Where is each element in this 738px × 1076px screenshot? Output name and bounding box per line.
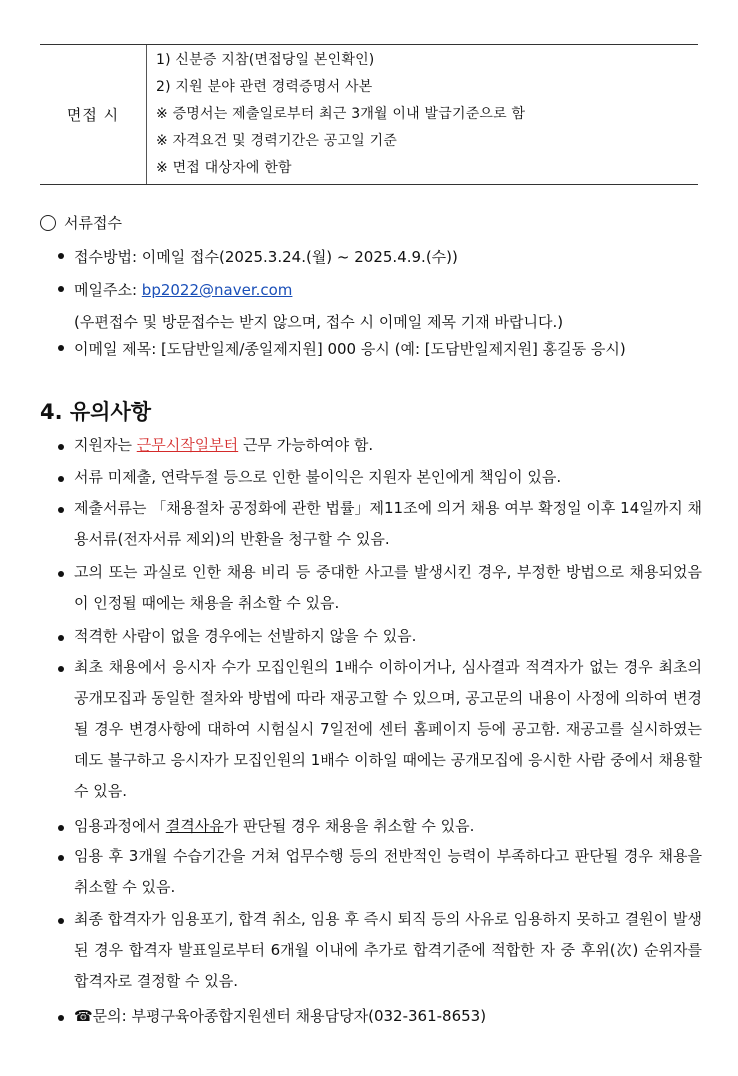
bullet-icon bbox=[58, 825, 64, 831]
bullet-icon bbox=[58, 286, 64, 292]
submission-email: 메일주소: bp2022@naver.com bbox=[58, 279, 292, 300]
bullet-icon bbox=[58, 253, 64, 259]
interview-line: 2) 지원 분야 관련 경력증명서 사본 bbox=[156, 79, 373, 95]
email-link[interactable]: bp2022@naver.com bbox=[141, 281, 293, 299]
circle-bullet-icon bbox=[40, 215, 56, 231]
interview-table-header: 면접 시 bbox=[40, 45, 147, 184]
bullet-icon bbox=[58, 444, 64, 450]
bullet-icon bbox=[58, 345, 64, 351]
submission-subject: 이메일 제목: [도담반일제/종일제지원] 000 응시 (예: [도담반일제지원] 홍길동 응시) bbox=[58, 338, 626, 359]
bullet-icon bbox=[58, 571, 64, 577]
bullet-icon bbox=[58, 476, 64, 482]
bullet-icon bbox=[58, 855, 64, 861]
interview-table bbox=[40, 44, 698, 185]
document-page: 면접 시 1) 신분증 지참(면접당일 본인확인) 2) 지원 분야 관련 경력증명서 사본 ※ 증명서는 제출일로부터 최근 3개월 이내 발급기준으로 함 ※ 자격요건 및 경력기간은 공고일 기준 ※ 면접 대상자에 한함 서류접수 접수방법: 이메일 접수(2025.3.24.(월) ~ 2025.4.9.(수)) 메일주소: bp2022@naver.com (우편접수 및 방문접수는 받지 않으며, 접수 시 이메일 제목 기재 바랍니다.) 이메일 제목: [도담반일제/종일제지원] 000 응시 (예: [도담반일제지원] 홍길동 응시) 4. 유의사항 지원자는 근무시작일부터 근무 가능하여야 함. 서류 미제출, 연락두절 등으로 인한 불이익은 지원자 본인에게 책임이 있음. 제출서류는 「채용절차 공정화에 관한 법률」제11조에 의거 채용 여부 확정일 이후 14일까지 채용서류(전자서류 제외)의 반환을 청구할 수 있음. 고의 또는 과실로 인한 채용 비리 등 중대한 사고를 발생시킨 경우, 부정한 방법으로 채용되었음이 인정될 때에는 채용을 취소할 수 있음. 적격한 사람이 없을 경우에는 선발하지 않을 수 있음. 최초 채용에서 응시자 수가 모집인원의 1배수 이하이거나, 심사결과 적격자가 없는 경우 최초의 공개모집과 동일한 절차와 방법에 따라 재공고할 수 있으며, 공고문의 내용이 사정에 의하여 변경될 경우 변경사항에 대하여 시험실시 7일전에 센터 홈페이지 등에 공고함. 재공고를 실시하였는데도 불구하고 응시자가 모집인원의 1배수 이하일 때에는 공개모집에 응시한 사람 중에서 채용할 수 있음. 임용과정에서 결격사유가 판단될 경우 채용을 취소할 수 있음. 임용 후 3개월 수습기간을 거쳐 업무수행 등의 전반적인 능력이 부족하다고 판단될 경우 채용을 취소할 수 있음. 최종 합격자가 임용포기, 합격 취소, 임용 후 즉시 퇴직 등의 사유로 임용하지 못하고 결원이 발생된 경우 합격자 발표일로부터 6개월 이내에 추가로 합격기준에 적합한 자 중 후위(次) 순위자를 합격자로 결정할 수 있음. ☎문의: 부평구육아종합지원센터 채용담당자(032-361-8653) bbox=[0, 0, 738, 1076]
bullet-icon bbox=[58, 918, 64, 924]
bullet-icon bbox=[58, 1015, 64, 1021]
submission-method: 접수방법: 이메일 접수(2025.3.24.(월) ~ 2025.4.9.(수)) bbox=[58, 246, 458, 267]
submission-note: (우편접수 및 방문접수는 받지 않으며, 접수 시 이메일 제목 기재 바랍니다.) bbox=[74, 313, 564, 331]
interview-line: ※ 증명서는 제출일로부터 최근 3개월 이내 발급기준으로 함 bbox=[156, 106, 526, 122]
interview-line: ※ 면접 대상자에 한함 bbox=[156, 160, 292, 176]
start-date-highlight: 근무시작일부터 bbox=[136, 436, 239, 454]
submission-heading bbox=[40, 212, 122, 233]
contact-info: ☎문의: 부평구육아종합지원센터 채용담당자(032-361-8653) bbox=[74, 1007, 487, 1025]
submission-heading-text: 서류접수 bbox=[64, 214, 122, 232]
interview-table-body bbox=[156, 47, 696, 182]
interview-line: ※ 자격요건 및 경력기간은 공고일 기준 bbox=[156, 133, 398, 149]
interview-line: 1) 신분증 지참(면접당일 본인확인) bbox=[156, 52, 375, 68]
disqualification-highlight: 결격사유 bbox=[165, 817, 224, 835]
bullet-icon bbox=[58, 666, 64, 672]
bullet-icon bbox=[58, 507, 64, 513]
notes-title: 4. 유의사항 bbox=[40, 400, 152, 424]
bullet-icon bbox=[58, 635, 64, 641]
